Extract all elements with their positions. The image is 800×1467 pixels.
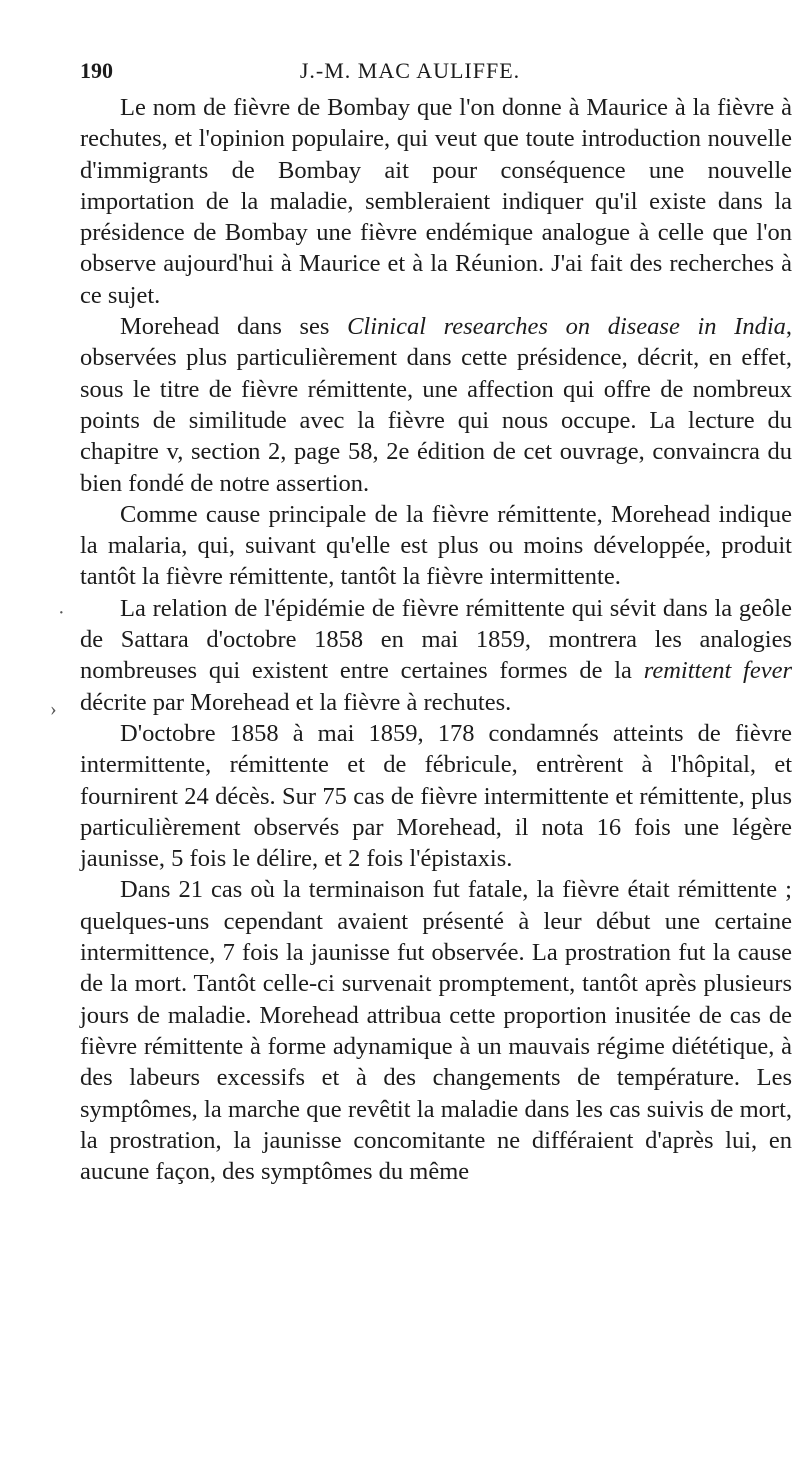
page-number: 190	[80, 58, 113, 83]
running-head	[80, 56, 740, 86]
term-italic: remittent fever	[643, 657, 792, 685]
paragraph: Dans 21 cas où la terminaison fut fatale, la fièvre était rémittente ; quelques-uns cependant avaient présenté à leur début une certaine intermittence, 7 fois la jaunisse fut observée. La prostration fut la cause de la mort. Tantôt celle-ci survenait promptement, tantôt après plusieurs jours de maladie. Morehead attribua cette proportion inusitée de cas de fièvre rémittente à forme adynamique à un mauvais régime diététique, à des labeurs excessifs et à des changements de température. Les symptômes, la marche que revêtit la maladie dans les cas suivis de mort, la prostration, la jaunisse concomitante ne différaient d'après lui, en aucune façon, des symptômes du même	[80, 876, 792, 1186]
running-title: J.-M. MAC AULIFFE.	[299, 58, 521, 83]
body-text	[80, 92, 792, 1187]
margin-mark: ·	[58, 602, 65, 624]
paragraph: D'octobre 1858 à mai 1859, 178 condamnés atteints de fièvre intermittente, rémittente et de fébricule, entrèrent à l'hôpital, et fournirent 24 décès. Sur 75 cas de fièvre intermittente et rémittente, plus particulièrement observés par Morehead, il nota 16 fois une légère jaunisse, 5 fois le délire, et 2 fois l'épistaxis.	[80, 719, 792, 873]
paragraph: La relation de l'épidémie de fièvre rémittente qui sévit dans la geôle de Sattara d'octobre 1858 en mai 1859, montrera les analogies nombreuses qui existent entre certaines formes de la remittent fever décrite par Morehead et la fièvre à rechutes.	[80, 594, 792, 716]
paragraph: Comme cause principale de la fièvre rémittente, Morehead indique la malaria, qui, suivant qu'elle est plus ou moins développée, produit tantôt la fièvre rémittente, tantôt la fièvre intermittente.	[80, 500, 792, 591]
margin-mark: ›	[50, 698, 57, 720]
paragraph: Morehead dans ses Clinical researches on disease in India, observées plus particulièrement dans cette présidence, décrit, en effet, sous le titre de fièvre rémittente, une affection qui offre de nombreux points de similitude avec la fièvre qui nous occupe. La lecture du chapitre v, section 2, page 58, 2e édition de cet ouvrage, convaincra du bien fondé de notre assertion.	[80, 313, 792, 497]
book-title-italic: Clinical researches on disease in India	[347, 313, 786, 341]
paragraph: Le nom de fièvre de Bombay que l'on donne à Maurice à la fièvre à rechutes, et l'opinion populaire, qui veut que toute introduction nouvelle d'immigrants de Bombay ait pour conséquence une nouvelle importation de la maladie, sembleraient indiquer qu'il existe dans la présidence de Bombay une fièvre endémique analogue à celle que l'on observe aujourd'hui à Maurice et à la Réunion. J'ai fait des recherches à ce sujet.	[80, 94, 792, 309]
